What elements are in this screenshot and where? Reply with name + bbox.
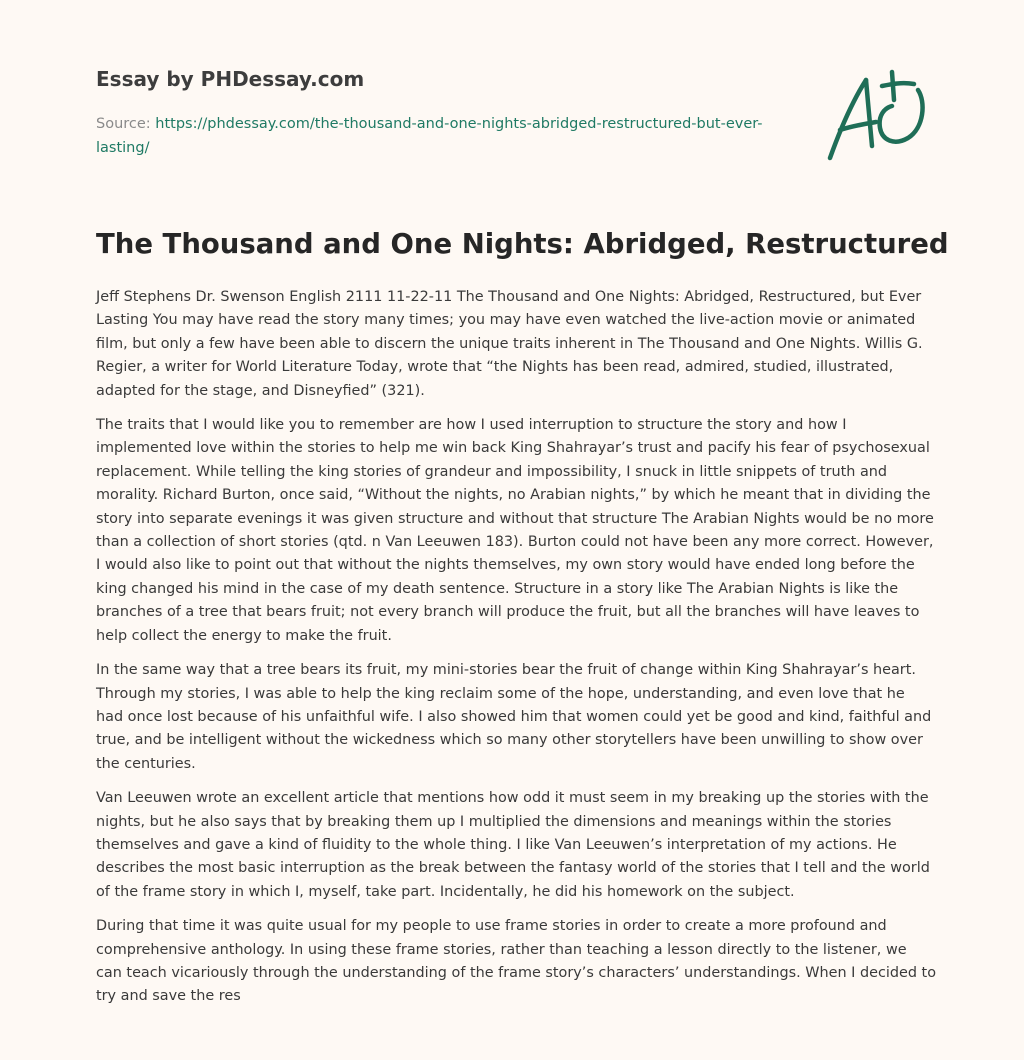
a-plus-logo-icon: [822, 68, 932, 166]
essay-paragraph: In the same way that a tree bears its fruit, my mini-stories bear the fruit of change within King Shahrayar’s heart. Through my stories, I was able to help the king reclaim some of the hope, understanding, and even love that he had once lost because of his unfaithful wife. I also showed him that women could yet be good and kind, faithful and true, and be intelligent without the wickedness which so many other storytellers have been unwilling to show over the centuries.: [96, 662, 932, 772]
essay-paragraph: The traits that I would like you to remember are how I used interruption to structure the story and how I implemented love within the stories to help me win back King Shahrayar’s trust and pacify his fear of psychosexual replacement. While telling the king stories of grandeur and impossibility, I snuck in little snippets of truth and morality. Richard Burton, once said, “Without the nights, no Arabian nights,” by which he meant that in dividing the story into separate evenings it was given structure and without that structure The Arabian Nights would be no more than a collection of short stories (qtd. n Van Leeuwen 183). Burton could not have been any more correct. However, I would also like to point out that without the nights themselves, my own story would have ended long before the king changed his mind in the case of my death sentence. Structure in a story like The Arabian Nights is like the branches of a tree that bears fruit; not every branch will produce the fruit, but all the branches will have leaves to help collect the energy to make the fruit.: [96, 417, 934, 644]
site-title: Essay by PHDessay.com: [96, 67, 365, 91]
essay-title: The Thousand and One Nights: Abridged, Restructured: [96, 228, 949, 260]
source-line: [96, 112, 776, 160]
source-link[interactable]: https://phdessay.com/the-thousand-and-one-nights-abridged-restructured-but-ever-lasting/: [96, 116, 763, 156]
essay-paragraph: Jeff Stephens Dr. Swenson English 2111 11-22-11 The Thousand and One Nights: Abridged, Restructured, but Ever Lasting You may have read the story many times; you may have even watched the live-action movie or animated film, but only a few have been able to discern the unique traits inherent in The Thousand and One Nights. Willis G. Regier, a writer for World Literature Today, wrote that “the Nights has been read, admired, studied, illustrated, adapted for the stage, and Disneyfied” (321).: [96, 289, 923, 399]
essay-paragraph: During that time it was quite usual for my people to use frame stories in order to create a more profound and comprehensive anthology. In using these frame stories, rather than teaching a lesson directly to the listener, we can teach vicariously through the understanding of the frame story’s characters’ understandings. When I decided to try and save the res: [96, 918, 936, 1005]
essay-paragraph: Van Leeuwen wrote an excellent article that mentions how odd it must seem in my breaking up the stories with the nights, but he also says that by breaking them up I multiplied the dimensions and meanings within the stories themselves and gave a kind of fluidity to the whole thing. I like Van Leeuwen’s interpretation of my actions. He describes the most basic interruption as the break between the fantasy world of the stories that I tell and the world of the frame story in which I, myself, take part. Incidentally, he did his homework on the subject.: [96, 790, 930, 900]
essay-body: [96, 286, 936, 1020]
source-label: Source:: [96, 116, 151, 132]
